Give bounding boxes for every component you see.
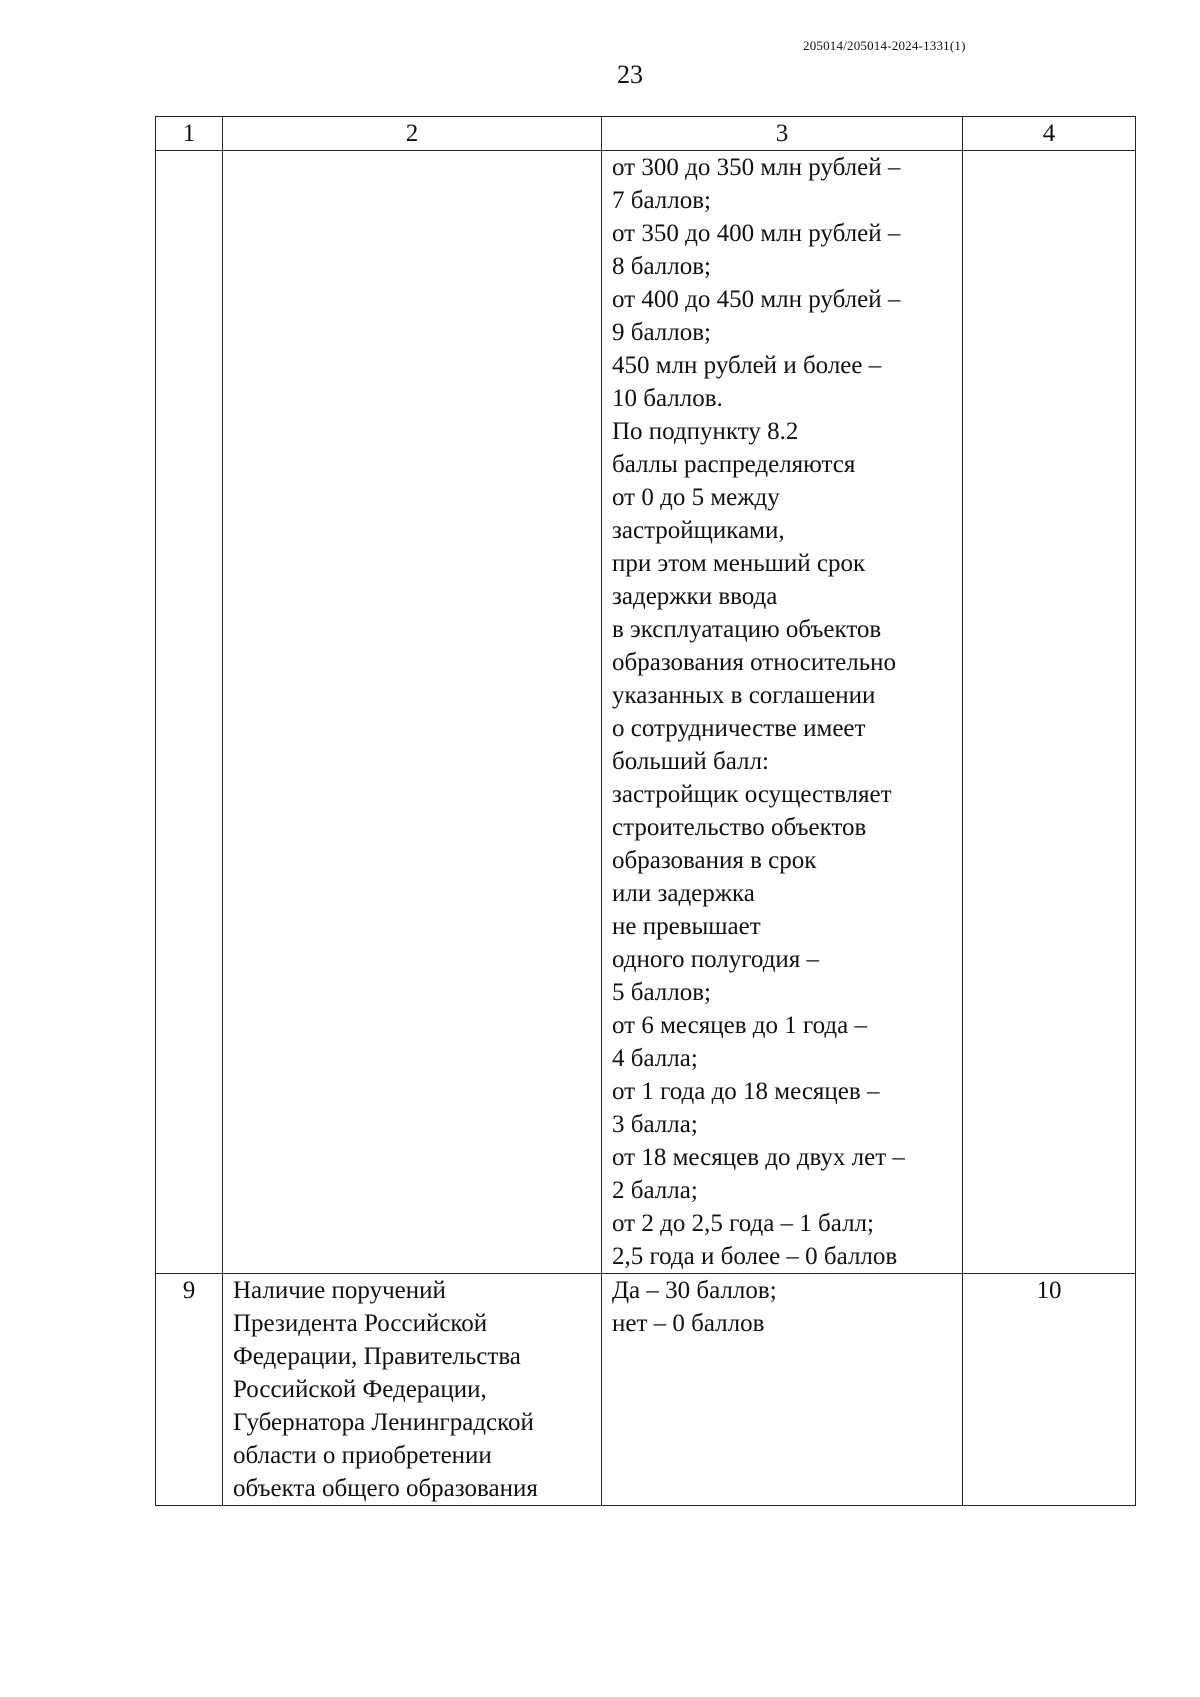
cell-row-number: 9 bbox=[156, 1274, 223, 1506]
criterion-line: Губернатора Ленинградской bbox=[233, 1409, 534, 1436]
scoring-line: от 350 до 400 млн рублей – bbox=[612, 220, 901, 247]
cell-weight: 10 bbox=[963, 1274, 1136, 1506]
scoring-text bbox=[612, 1274, 952, 1340]
scoring-line: от 0 до 5 между bbox=[612, 484, 780, 511]
column-number-3: 3 bbox=[602, 117, 963, 151]
criteria-table bbox=[155, 116, 1136, 1506]
scoring-line: застройщик осуществляет bbox=[612, 781, 892, 808]
scoring-line: от 1 года до 18 месяцев – bbox=[612, 1078, 880, 1105]
cell-scoring-continuation bbox=[602, 151, 963, 1274]
scoring-line: Да – 30 баллов; bbox=[612, 1277, 777, 1304]
cell-criterion bbox=[223, 1274, 602, 1506]
scoring-line: 7 баллов; bbox=[612, 187, 711, 214]
scoring-line: 5 баллов; bbox=[612, 979, 711, 1006]
cell-criterion-empty bbox=[223, 151, 602, 1274]
scoring-line: от 6 месяцев до 1 года – bbox=[612, 1012, 867, 1039]
scoring-line: не превышает bbox=[612, 913, 761, 940]
scoring-line: По подпункту 8.2 bbox=[612, 418, 799, 445]
scoring-line: образования относительно bbox=[612, 649, 896, 676]
criterion-text bbox=[233, 1274, 591, 1505]
document-registration-code: 205014/205014-2024-1331(1) bbox=[803, 38, 966, 53]
scoring-line: 450 млн рублей и более – bbox=[612, 352, 882, 379]
criterion-line: области о приобретении bbox=[233, 1442, 492, 1469]
scoring-line: в эксплуатацию объектов bbox=[612, 616, 882, 643]
scoring-line: образования в срок bbox=[612, 847, 817, 874]
criterion-line: объекта общего образования bbox=[233, 1475, 538, 1502]
scoring-line: 2,5 года и более – 0 баллов bbox=[612, 1243, 898, 1270]
criterion-line: Наличие поручений bbox=[233, 1277, 446, 1304]
scoring-line: от 300 до 350 млн рублей – bbox=[612, 154, 901, 181]
criterion-line: Российской Федерации, bbox=[233, 1376, 487, 1403]
scoring-text bbox=[612, 151, 952, 1273]
scoring-line: 3 балла; bbox=[612, 1111, 698, 1138]
scoring-line: строительство объектов bbox=[612, 814, 867, 841]
scoring-line: от 400 до 450 млн рублей – bbox=[612, 286, 901, 313]
scoring-line: 10 баллов. bbox=[612, 385, 723, 412]
scoring-line: 8 баллов; bbox=[612, 253, 711, 280]
scoring-line: 2 балла; bbox=[612, 1177, 698, 1204]
criterion-line: Президента Российской bbox=[233, 1310, 488, 1337]
scoring-line: 9 баллов; bbox=[612, 319, 711, 346]
cell-number-empty bbox=[156, 151, 223, 1274]
scoring-line: при этом меньший срок bbox=[612, 550, 866, 577]
scoring-line: или задержка bbox=[612, 880, 755, 907]
scoring-line: задержки ввода bbox=[612, 583, 778, 610]
column-number-2: 2 bbox=[223, 117, 602, 151]
scoring-line: от 2 до 2,5 года – 1 балл; bbox=[612, 1210, 874, 1237]
scoring-line: указанных в соглашении bbox=[612, 682, 876, 709]
scoring-line: о сотрудничестве имеет bbox=[612, 715, 866, 742]
scoring-line: одного полугодия – bbox=[612, 946, 820, 973]
scoring-line: 4 балла; bbox=[612, 1045, 698, 1072]
column-number-4: 4 bbox=[963, 117, 1136, 151]
scoring-line: нет – 0 баллов bbox=[612, 1310, 765, 1337]
page-number: 23 bbox=[617, 60, 643, 89]
scoring-line: застройщиками, bbox=[612, 517, 785, 544]
cell-weight-empty bbox=[963, 151, 1136, 1274]
table-row-9 bbox=[156, 1274, 1136, 1506]
column-number-row bbox=[156, 117, 1136, 151]
criterion-line: Федерации, Правительства bbox=[233, 1343, 521, 1370]
cell-scoring bbox=[602, 1274, 963, 1506]
scoring-line: баллы распределяются bbox=[612, 451, 856, 478]
scoring-line: от 18 месяцев до двух лет – bbox=[612, 1144, 905, 1171]
column-number-1: 1 bbox=[156, 117, 223, 151]
scoring-line: больший балл: bbox=[612, 748, 769, 775]
table-row-continuation bbox=[156, 151, 1136, 1274]
